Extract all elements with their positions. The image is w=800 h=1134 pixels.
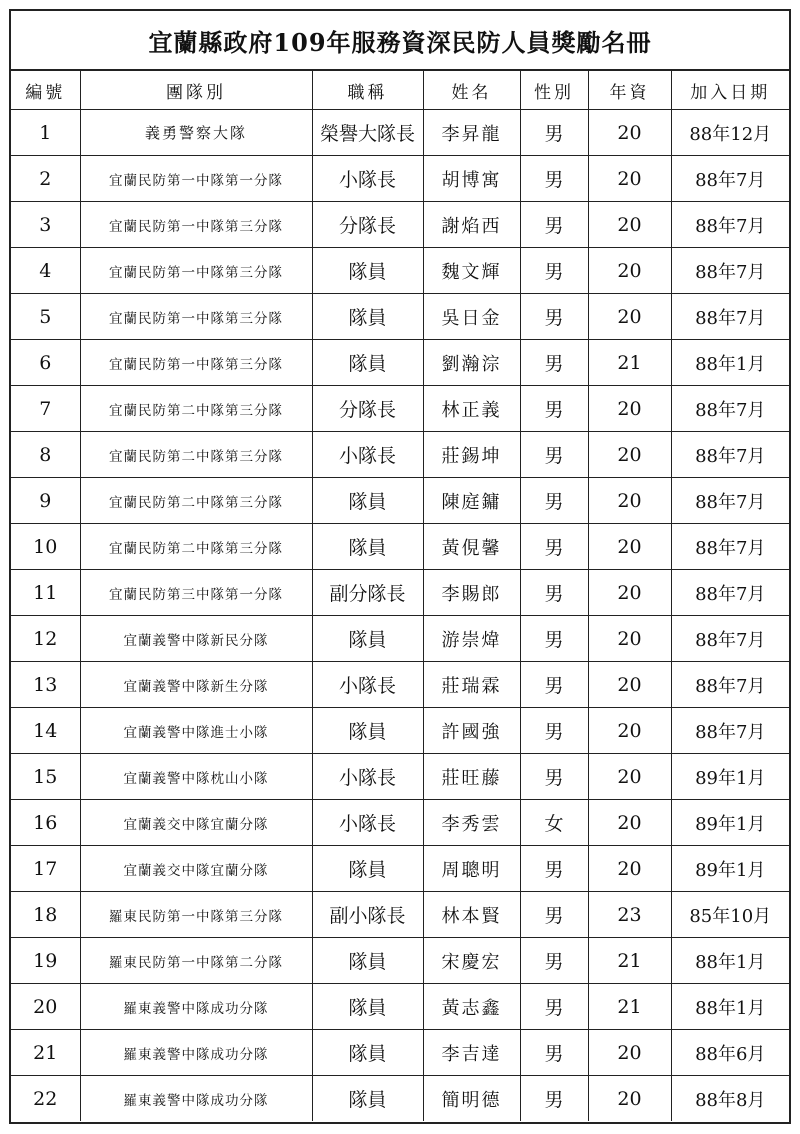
cell-join-date: 88年1月 <box>671 340 789 386</box>
cell-title: 小隊長 <box>312 754 423 800</box>
cell-name: 李吉達 <box>423 1030 520 1076</box>
cell-name: 簡明德 <box>423 1076 520 1122</box>
cell-name: 吳日金 <box>423 294 520 340</box>
table-row <box>11 202 789 248</box>
cell-title: 隊員 <box>312 938 423 984</box>
cell-unit: 宜蘭民防第一中隊第三分隊 <box>80 248 312 294</box>
table-row <box>11 386 789 432</box>
cell-number: 14 <box>11 708 80 754</box>
cell-sex: 男 <box>520 708 588 754</box>
cell-unit: 宜蘭民防第一中隊第三分隊 <box>80 202 312 248</box>
table-row <box>11 478 789 524</box>
cell-unit: 宜蘭民防第三中隊第一分隊 <box>80 570 312 616</box>
header-sex: 性別 <box>520 71 588 110</box>
cell-title: 分隊長 <box>312 386 423 432</box>
cell-years: 20 <box>588 478 671 524</box>
table-body <box>11 110 789 1122</box>
cell-years: 20 <box>588 432 671 478</box>
cell-title: 隊員 <box>312 984 423 1030</box>
roster-document <box>9 9 791 1124</box>
cell-join-date: 88年7月 <box>671 156 789 202</box>
cell-title: 分隊長 <box>312 202 423 248</box>
document-title: 宜蘭縣政府109年服務資深民防人員獎勵名冊 <box>11 11 789 71</box>
cell-name: 李秀雲 <box>423 800 520 846</box>
cell-name: 林本賢 <box>423 892 520 938</box>
table-row <box>11 570 789 616</box>
cell-name: 魏文輝 <box>423 248 520 294</box>
roster-table <box>11 71 789 1121</box>
cell-name: 李賜郎 <box>423 570 520 616</box>
cell-number: 6 <box>11 340 80 386</box>
cell-years: 20 <box>588 524 671 570</box>
cell-number: 1 <box>11 110 80 156</box>
cell-sex: 女 <box>520 800 588 846</box>
cell-years: 23 <box>588 892 671 938</box>
cell-years: 20 <box>588 156 671 202</box>
cell-join-date: 88年7月 <box>671 386 789 432</box>
cell-title: 小隊長 <box>312 432 423 478</box>
cell-years: 20 <box>588 800 671 846</box>
cell-join-date: 88年7月 <box>671 294 789 340</box>
cell-unit: 羅東義警中隊成功分隊 <box>80 1030 312 1076</box>
cell-years: 20 <box>588 1076 671 1122</box>
cell-sex: 男 <box>520 248 588 294</box>
header-years: 年資 <box>588 71 671 110</box>
cell-unit: 宜蘭民防第二中隊第三分隊 <box>80 386 312 432</box>
cell-sex: 男 <box>520 156 588 202</box>
table-row <box>11 662 789 708</box>
cell-unit: 宜蘭義警中隊枕山小隊 <box>80 754 312 800</box>
cell-join-date: 88年7月 <box>671 616 789 662</box>
cell-sex: 男 <box>520 938 588 984</box>
cell-name: 游崇煒 <box>423 616 520 662</box>
cell-join-date: 88年7月 <box>671 432 789 478</box>
cell-years: 20 <box>588 202 671 248</box>
table-row <box>11 754 789 800</box>
cell-join-date: 88年7月 <box>671 202 789 248</box>
cell-years: 21 <box>588 340 671 386</box>
cell-name: 謝焰西 <box>423 202 520 248</box>
cell-years: 20 <box>588 570 671 616</box>
cell-name: 莊瑞霖 <box>423 662 520 708</box>
cell-title: 隊員 <box>312 616 423 662</box>
cell-unit: 宜蘭民防第一中隊第三分隊 <box>80 294 312 340</box>
cell-sex: 男 <box>520 478 588 524</box>
cell-sex: 男 <box>520 1076 588 1122</box>
cell-unit: 宜蘭義交中隊宜蘭分隊 <box>80 800 312 846</box>
cell-name: 黃俔馨 <box>423 524 520 570</box>
table-row <box>11 1030 789 1076</box>
table-row <box>11 938 789 984</box>
cell-number: 20 <box>11 984 80 1030</box>
cell-name: 周聰明 <box>423 846 520 892</box>
cell-name: 林正義 <box>423 386 520 432</box>
cell-title: 隊員 <box>312 1030 423 1076</box>
cell-number: 3 <box>11 202 80 248</box>
header-number: 編號 <box>11 71 80 110</box>
cell-unit: 羅東義警中隊成功分隊 <box>80 1076 312 1122</box>
cell-join-date: 88年7月 <box>671 570 789 616</box>
cell-sex: 男 <box>520 524 588 570</box>
cell-years: 21 <box>588 984 671 1030</box>
cell-title: 副小隊長 <box>312 892 423 938</box>
cell-years: 20 <box>588 616 671 662</box>
cell-years: 20 <box>588 662 671 708</box>
cell-sex: 男 <box>520 202 588 248</box>
cell-years: 20 <box>588 1030 671 1076</box>
table-row <box>11 248 789 294</box>
cell-name: 胡博寓 <box>423 156 520 202</box>
table-row <box>11 294 789 340</box>
cell-years: 20 <box>588 386 671 432</box>
cell-join-date: 89年1月 <box>671 754 789 800</box>
header-title: 職稱 <box>312 71 423 110</box>
cell-sex: 男 <box>520 432 588 478</box>
cell-title: 隊員 <box>312 846 423 892</box>
cell-join-date: 88年7月 <box>671 708 789 754</box>
cell-name: 李昇龍 <box>423 110 520 156</box>
cell-number: 13 <box>11 662 80 708</box>
cell-sex: 男 <box>520 1030 588 1076</box>
cell-join-date: 88年1月 <box>671 984 789 1030</box>
cell-unit: 宜蘭民防第二中隊第三分隊 <box>80 478 312 524</box>
cell-title: 小隊長 <box>312 800 423 846</box>
cell-number: 12 <box>11 616 80 662</box>
cell-unit: 宜蘭民防第二中隊第三分隊 <box>80 524 312 570</box>
cell-join-date: 88年7月 <box>671 478 789 524</box>
table-row <box>11 708 789 754</box>
cell-title: 隊員 <box>312 478 423 524</box>
cell-number: 21 <box>11 1030 80 1076</box>
cell-unit: 宜蘭義警中隊進士小隊 <box>80 708 312 754</box>
cell-unit: 義勇警察大隊 <box>80 110 312 156</box>
cell-number: 4 <box>11 248 80 294</box>
cell-unit: 宜蘭義警中隊新民分隊 <box>80 616 312 662</box>
cell-sex: 男 <box>520 386 588 432</box>
cell-number: 16 <box>11 800 80 846</box>
cell-years: 20 <box>588 708 671 754</box>
table-row <box>11 1076 789 1122</box>
cell-sex: 男 <box>520 570 588 616</box>
cell-unit: 宜蘭民防第一中隊第三分隊 <box>80 340 312 386</box>
cell-sex: 男 <box>520 616 588 662</box>
cell-number: 5 <box>11 294 80 340</box>
cell-years: 20 <box>588 248 671 294</box>
cell-unit: 羅東義警中隊成功分隊 <box>80 984 312 1030</box>
cell-sex: 男 <box>520 754 588 800</box>
cell-join-date: 89年1月 <box>671 846 789 892</box>
cell-years: 21 <box>588 938 671 984</box>
cell-name: 陳庭鏞 <box>423 478 520 524</box>
cell-title: 隊員 <box>312 708 423 754</box>
table-row <box>11 846 789 892</box>
cell-number: 11 <box>11 570 80 616</box>
cell-name: 莊錫坤 <box>423 432 520 478</box>
cell-join-date: 88年7月 <box>671 248 789 294</box>
cell-sex: 男 <box>520 294 588 340</box>
cell-name: 黃志鑫 <box>423 984 520 1030</box>
cell-title: 榮譽大隊長 <box>312 110 423 156</box>
cell-sex: 男 <box>520 340 588 386</box>
cell-years: 20 <box>588 846 671 892</box>
header-name: 姓名 <box>423 71 520 110</box>
cell-sex: 男 <box>520 984 588 1030</box>
cell-join-date: 85年10月 <box>671 892 789 938</box>
cell-title: 小隊長 <box>312 156 423 202</box>
cell-unit: 宜蘭義交中隊宜蘭分隊 <box>80 846 312 892</box>
cell-name: 莊旺藤 <box>423 754 520 800</box>
header-join-date: 加入日期 <box>671 71 789 110</box>
cell-unit: 羅東民防第一中隊第二分隊 <box>80 938 312 984</box>
cell-title: 隊員 <box>312 248 423 294</box>
cell-title: 隊員 <box>312 340 423 386</box>
cell-years: 20 <box>588 110 671 156</box>
cell-name: 劉瀚淙 <box>423 340 520 386</box>
cell-number: 19 <box>11 938 80 984</box>
cell-number: 2 <box>11 156 80 202</box>
cell-title: 隊員 <box>312 524 423 570</box>
cell-unit: 宜蘭民防第一中隊第一分隊 <box>80 156 312 202</box>
table-row <box>11 110 789 156</box>
cell-sex: 男 <box>520 846 588 892</box>
cell-years: 20 <box>588 294 671 340</box>
cell-join-date: 88年12月 <box>671 110 789 156</box>
table-row <box>11 984 789 1030</box>
cell-number: 10 <box>11 524 80 570</box>
cell-join-date: 88年7月 <box>671 662 789 708</box>
cell-name: 許國強 <box>423 708 520 754</box>
cell-number: 7 <box>11 386 80 432</box>
table-row <box>11 892 789 938</box>
cell-number: 22 <box>11 1076 80 1122</box>
header-unit: 團隊別 <box>80 71 312 110</box>
cell-unit: 宜蘭民防第二中隊第三分隊 <box>80 432 312 478</box>
table-row <box>11 524 789 570</box>
cell-title: 小隊長 <box>312 662 423 708</box>
cell-sex: 男 <box>520 662 588 708</box>
cell-number: 8 <box>11 432 80 478</box>
cell-unit: 羅東民防第一中隊第三分隊 <box>80 892 312 938</box>
cell-number: 9 <box>11 478 80 524</box>
cell-years: 20 <box>588 754 671 800</box>
cell-number: 18 <box>11 892 80 938</box>
table-header-row <box>11 71 789 110</box>
cell-number: 15 <box>11 754 80 800</box>
cell-join-date: 88年1月 <box>671 938 789 984</box>
cell-number: 17 <box>11 846 80 892</box>
cell-join-date: 88年8月 <box>671 1076 789 1122</box>
cell-sex: 男 <box>520 892 588 938</box>
cell-title: 隊員 <box>312 1076 423 1122</box>
cell-join-date: 88年7月 <box>671 524 789 570</box>
cell-unit: 宜蘭義警中隊新生分隊 <box>80 662 312 708</box>
cell-sex: 男 <box>520 110 588 156</box>
table-row <box>11 800 789 846</box>
table-row <box>11 616 789 662</box>
cell-title: 副分隊長 <box>312 570 423 616</box>
table-row <box>11 432 789 478</box>
cell-join-date: 88年6月 <box>671 1030 789 1076</box>
cell-join-date: 89年1月 <box>671 800 789 846</box>
cell-title: 隊員 <box>312 294 423 340</box>
table-row <box>11 340 789 386</box>
cell-name: 宋慶宏 <box>423 938 520 984</box>
table-row <box>11 156 789 202</box>
